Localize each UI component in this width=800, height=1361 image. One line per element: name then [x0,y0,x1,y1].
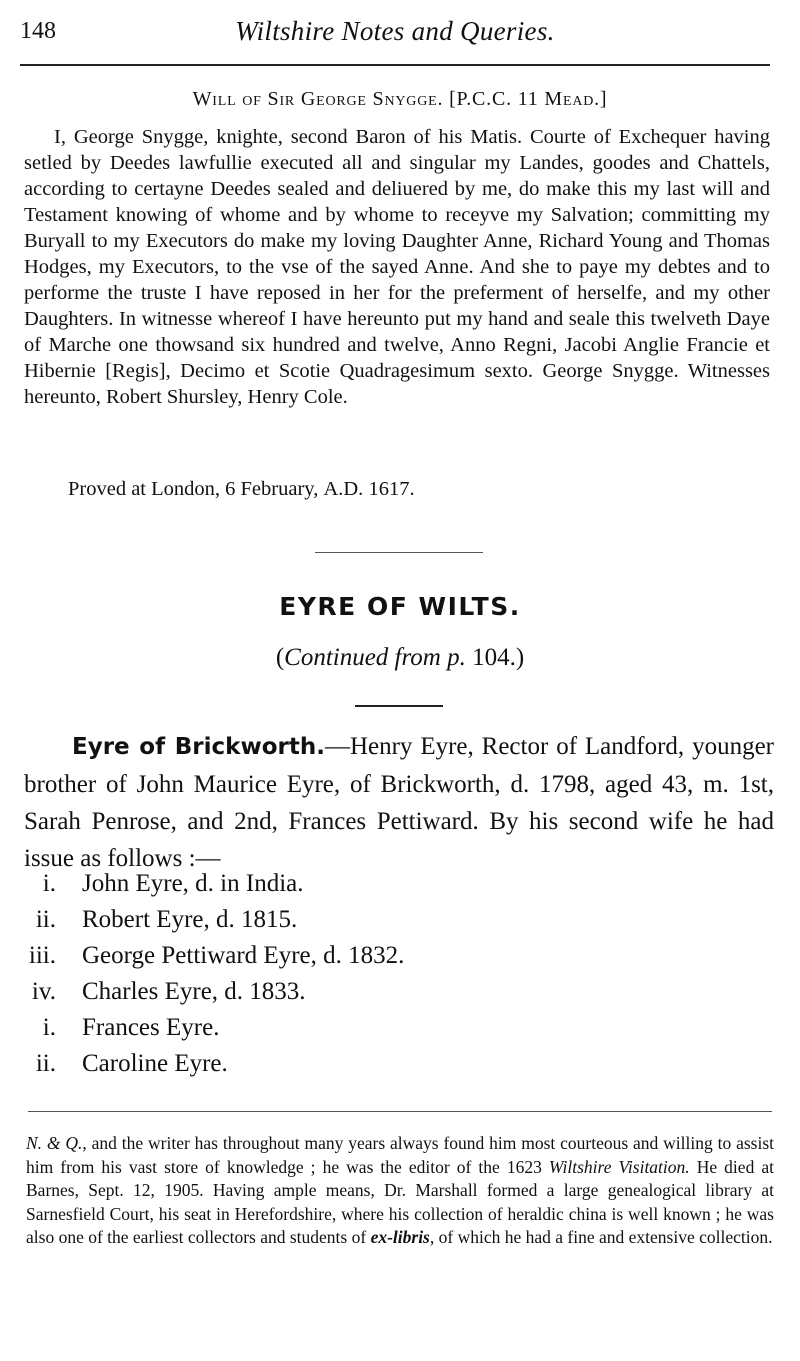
issue-number: iii. [28,942,56,969]
eyre-text: —Henry Eyre, Rector of Landford, younger brother of John Maurice Eyre, of Brickworth, d. 1798, aged 43, m. 1st, Sarah Penrose, and 2nd, Frances Pettiward. By his second wife he had issue as follows :— [24,733,774,872]
continued-italic: Continued from p. [284,644,466,671]
proved-prefix: Proved at London, 6 February, [68,478,319,500]
issue-text: Robert Eyre, d. 1815. [82,906,298,933]
issue-number: i. [42,1014,56,1041]
footnote-part1: , and the writer has throughout many years always found him most courteous and willing to assist him from his vast store of knowledge ; he was the editor of the 1623 [26,1133,774,1177]
footnote-part2: He died at Barnes, Sept. 12, 1905. Having ample means, Dr. Marshall formed a large genealogical library at Sarnesfield Court, his seat in Herefordshire, where his collection of heraldic china is well known ; he was also one of the earliest collectors and students of [26,1156,775,1247]
footnote-exlibris: ex-libris [370,1227,430,1247]
section-title: EYRE OF WILTS. [279,592,521,621]
issue-text: George Pettiward Eyre, d. 1832. [82,942,405,969]
footnote [26,1132,774,1250]
footnote-nq: N. & Q. [26,1133,83,1153]
continued-open: ( [275,644,285,671]
page-number: 148 [20,18,56,44]
will-text [24,124,770,410]
proved-era: A.D. [323,478,364,500]
issue-text: Charles Eyre, d. 1833. [82,978,306,1005]
running-header [20,10,770,54]
eyre-paragraph [24,728,774,877]
issue-number: i. [42,870,56,897]
footnote-rule [28,1111,772,1112]
continued-page: 104.) [472,644,525,671]
header-rule [20,64,770,66]
running-title: Wiltshire Notes and Queries. [235,16,555,46]
issue-number: ii. [35,906,56,933]
issue-text: Frances Eyre. [82,1014,220,1041]
will-title: Will of Sir George Snygge. [P.C.C. 11 Mead.] [192,88,608,110]
proved-line [68,478,415,501]
eyre-lead: Eyre of Brickworth. [72,734,325,760]
footnote-part3: , of which he had a fine and extensive collection. [429,1227,773,1247]
will-body: I, George Snygge, knighte, second Baron of his Matis. Courte of Exchequer having setled by Deedes lawfullie executed all and singular my Landes, goodes and Chattels, according to certayne Deedes sealed and deliuered by me, do make this my last will and Testament knowing of whome and by whome to receyve my Salvation; committing my Buryall to my Executors do make my loving Daughter Anne, Richard Young and Thomas Hodges, my Executors, to the vse of the sayed Anne. And she to paye my debtes and to performe the truste I have reposed in her for the preferment of herselfe, and my other Daughters. In witnesse whereof I have hereunto put my hand and seale this twelveth Daye of Marche one thowsand six hundred and twelve, Anno Regni, Jacobi Anglie Francie et Hibernie [Regis], Decimo et Scotie Quadragesimum sexto. George Snygge. Witnesses hereunto, Robert Shursley, Henry Cole. [24,126,770,408]
issue-text: John Eyre, d. in India. [82,870,304,897]
proved-year: 1617. [368,478,415,500]
title-rule [355,705,443,707]
issue-text: Caroline Eyre. [82,1050,228,1077]
section-divider [315,552,483,553]
continued-line [0,644,800,672]
issue-number: iv. [31,978,56,1005]
issue-number: ii. [35,1050,56,1077]
footnote-visitation: Wiltshire Visitation. [548,1156,690,1177]
